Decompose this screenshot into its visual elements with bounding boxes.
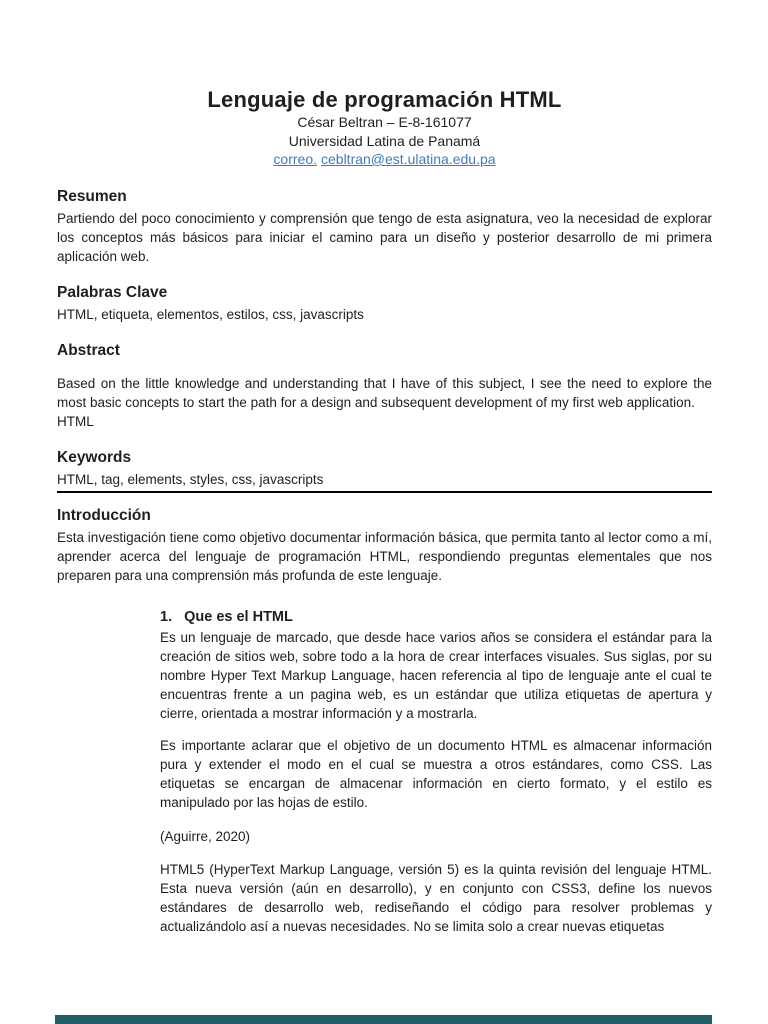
email-line <box>57 150 712 169</box>
keywords-body: HTML, tag, elements, styles, css, javascripts <box>57 471 324 487</box>
page-gap-bar <box>55 1015 712 1024</box>
abstract-heading: Abstract <box>57 341 120 359</box>
keywords-heading: Keywords <box>57 448 132 466</box>
page-title: Lenguaje de programación HTML <box>207 87 562 112</box>
email-address-link[interactable]: cebltran@est.ulatina.edu.pa <box>321 151 496 167</box>
section-1-paragraph-3: HTML5 (HyperText Markup Language, versión 5) es la quinta revisión del lenguaje HTML. Esta nueva versión (aún en desarrollo), y en conjunto con CSS3, define los nuevos estándares de desarrollo web, rediseñando el código para resolver problemas y actualizándolo así a nuevas necesidades. No se limita solo a crear nuevas etiquetas <box>160 861 712 934</box>
abstract-trailing-line: HTML <box>57 413 94 429</box>
citation: (Aguirre, 2020) <box>160 828 251 844</box>
introduccion-heading: Introducción <box>57 506 151 524</box>
author-line: César Beltran – E-8-161077 <box>297 114 472 130</box>
institution-line: Universidad Latina de Panamá <box>288 132 481 149</box>
section-1-paragraph-2: Es importante aclarar que el objetivo de un documento HTML es almacenar información pura y extender el modo en el cual se muestra a otros estándares, como CSS. Las etiquetas se encargan de almacenar información en cierto formato, y el estilo es manipulado por las hojas de estilo. <box>160 737 712 810</box>
section-divider-rule <box>57 491 712 493</box>
palabras-clave-heading: Palabras Clave <box>57 283 168 301</box>
section-1-number: 1. <box>160 608 173 625</box>
title-block <box>57 86 712 169</box>
resumen-body: Partiendo del poco conocimiento y comprensión que tengo de esta asignatura, veo la necesidad de explorar los conceptos más básicos para iniciar el camino para un diseño y posterior desarrollo de mi primera aplicación web. <box>57 210 712 264</box>
section-1-heading-label: Que es el HTML <box>184 608 293 625</box>
section-1-heading <box>160 608 712 627</box>
resumen-heading: Resumen <box>57 187 127 205</box>
section-1-paragraph-1: Es un lenguaje de marcado, que desde hace varios años se considera el estándar para la creación de sitios web, sobre todo a la hora de crear interfaces visuales. Sus siglas, por su nombre Hyper Text Markup Language, hacen referencia al tipo de lenguaje ante el cual te encuentras frente a un pagina web, es un estándar que utiliza etiquetas de apertura y cierre, orientada a mostrar información y a mostrarla. <box>160 629 712 721</box>
introduccion-body: Esta investigación tiene como objetivo documentar información básica, que permita tanto al lector como a mí, aprender acerca del lenguaje de programación HTML, respondiendo preguntas elementales que nos preparen para una comprensión más profunda de este lenguaje. <box>57 529 712 583</box>
palabras-clave-body: HTML, etiqueta, elementos, estilos, css, javascripts <box>57 306 364 322</box>
email-label-link[interactable]: correo. <box>273 151 317 167</box>
abstract-body: Based on the little knowledge and understanding that I have of this subject, I see the need to explore the most basic concepts to start the path for a design and subsequent development of my first web application. <box>57 375 712 410</box>
section-1 <box>160 608 712 936</box>
